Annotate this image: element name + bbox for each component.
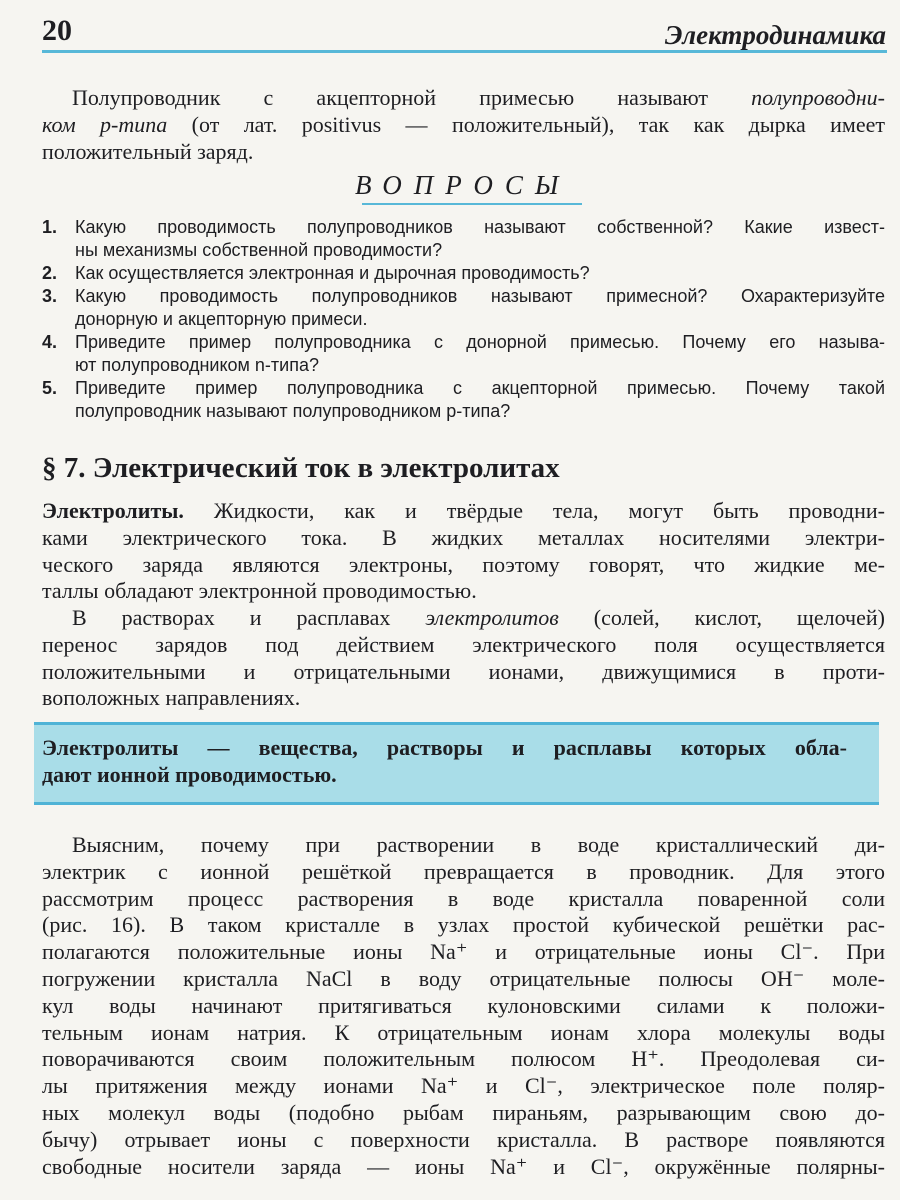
paragraph-electrolytes — [42, 498, 885, 605]
text-run: поворачиваются своим положительным полюсом H⁺. Преодолевая си- — [42, 1046, 885, 1072]
text-run: Жидкости, как и твёрдые тела, могут быть проводни- — [183, 498, 885, 523]
section-title: § 7. Электрический ток в электролитах — [42, 452, 560, 484]
text-run: (рис. 16). В таком кристалле в узлах простой кубической решётки рас- — [42, 912, 885, 938]
text-run: дают ионной проводимостью. — [42, 761, 337, 787]
text-line — [42, 859, 885, 886]
text-line — [42, 578, 885, 605]
question-item — [42, 285, 885, 331]
text-run: бычу) отрывает ионы с поверхности кристалла. В растворе появляются — [42, 1126, 885, 1152]
question-number: 5. — [42, 378, 58, 398]
text-line — [42, 525, 885, 552]
running-title: Электродинамика — [664, 20, 886, 50]
text-run: свободные носители заряда — ионы Na⁺ и Cl⁻, окружённые полярны- — [42, 1153, 885, 1179]
text-line — [42, 1154, 885, 1181]
questions-heading: ВОПРОСЫ — [355, 170, 571, 200]
text-line — [42, 762, 847, 789]
text-run: электрик с ионной решёткой превращается в проводник. Для этого — [42, 858, 885, 884]
text-run: лы притяжения между ионами Na⁺ и Cl⁻, электрическое поле поляр- — [42, 1073, 885, 1099]
text-run: Выясним, почему при растворении в воде кристаллический ди- — [72, 832, 885, 857]
text-run: перенос зарядов под действием электрического поля осуществляется — [42, 631, 885, 657]
text-line — [42, 112, 885, 139]
text-line — [42, 832, 885, 859]
text-run: рассмотрим процесс растворения в воде кристалла поваренной соли — [42, 885, 885, 911]
text-line — [42, 1073, 885, 1100]
question-text-line: ют полупроводником n-типа? — [75, 355, 319, 375]
text-run: ческого заряда являются электроны, поэтому говорят, что жидкие ме- — [42, 551, 885, 577]
text-line — [42, 632, 885, 659]
italic-term: ком p-типа — [42, 111, 168, 137]
text-line — [42, 966, 885, 993]
questions-list — [42, 216, 885, 423]
text-line — [42, 659, 885, 686]
header-rule — [42, 50, 887, 53]
text-run: таллы обладают электронной проводимостью. — [42, 578, 477, 604]
paragraph-solutions — [42, 605, 885, 712]
italic-term: полупроводни- — [751, 85, 885, 110]
text-run: кул воды начинают притягиваться кулоновскими силами к положи- — [42, 992, 885, 1018]
question-text-line: ны механизмы собственной проводимости? — [75, 240, 443, 260]
text-line — [42, 685, 885, 712]
italic-term: электролитов — [425, 605, 559, 630]
question-text-line: Приведите пример полупроводника с акцепторной примесью. Почему такой — [75, 378, 885, 398]
text-line — [42, 1100, 885, 1127]
question-text-line: Какую проводимость полупроводников называют примесной? Охарактеризуйте — [75, 286, 885, 306]
question-number: 2. — [42, 263, 58, 283]
text-line — [42, 139, 885, 166]
text-run: положительными и отрицательными ионами, движущимися в проти- — [42, 658, 885, 684]
text-line — [42, 886, 885, 913]
question-item — [42, 216, 885, 262]
paragraph-dissolution — [42, 832, 885, 1180]
text-run: погружении кристалла NaCl в воду отрицательные полюсы OH⁻ моле- — [42, 965, 885, 991]
page-number: 20 — [42, 14, 72, 47]
text-run: (солей, кислот, щелочей) — [558, 605, 885, 630]
text-line — [42, 85, 885, 112]
questions-heading-rule — [362, 203, 582, 205]
text-line — [42, 912, 885, 939]
question-text-line: донорную и акцепторную примеси. — [75, 309, 368, 329]
bold-term: Электролиты. — [42, 498, 184, 523]
text-line — [42, 939, 885, 966]
question-text-line: Как осуществляется электронная и дырочная проводимость? — [75, 263, 590, 283]
text-run: (от лат. positivus — положительный), так как дырка имеет — [167, 111, 885, 137]
text-line — [42, 605, 885, 632]
text-line — [42, 1046, 885, 1073]
question-number: 3. — [42, 286, 58, 306]
text-line — [42, 1020, 885, 1047]
question-text-line: полупроводник называют полупроводником p-типа? — [75, 401, 511, 421]
question-item — [42, 331, 885, 377]
text-run: полагаются положительные ионы Na⁺ и отрицательные ионы Cl⁻. При — [42, 939, 885, 965]
definition-text — [42, 735, 847, 789]
text-line — [42, 735, 847, 762]
text-run: В растворах и расплавах — [72, 605, 426, 630]
question-number: 1. — [42, 217, 58, 237]
text-run: Электролиты — вещества, растворы и расплавы которых обла- — [42, 735, 847, 760]
text-line — [42, 1127, 885, 1154]
question-text-line: Приведите пример полупроводника с донорной примесью. Почему его называ- — [75, 332, 885, 352]
question-number: 4. — [42, 332, 58, 352]
question-text-line: Какую проводимость полупроводников называют собственной? Какие извест- — [75, 217, 885, 237]
text-run: Полупроводник с акцепторной примесью называют — [72, 85, 752, 110]
question-item — [42, 377, 885, 423]
text-run: воположных направлениях. — [42, 685, 301, 711]
question-item — [42, 262, 885, 285]
text-run: ками электрического тока. В жидких металлах носителями электри- — [42, 524, 885, 550]
text-run: ных молекул воды (подобно рыбам пираньям, разрывающим свою до- — [42, 1099, 885, 1125]
text-line — [42, 993, 885, 1020]
text-run: положительный заряд. — [42, 138, 254, 164]
intro-paragraph — [42, 85, 885, 165]
text-line — [42, 552, 885, 579]
definition-box — [34, 722, 879, 805]
text-line — [42, 498, 885, 525]
text-run: тельным ионам натрия. К отрицательным ионам хлора молекулы воды — [42, 1019, 885, 1045]
